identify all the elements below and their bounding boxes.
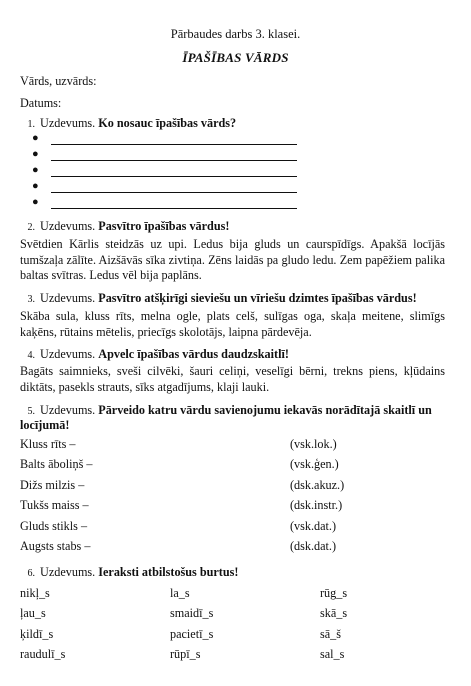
task-2-text: Svētdien Kārlis steidzās uz upi. Ledus bija gluds un caurspīdīgs. Apakšā locījās tumšzaļa zālīte. Aizšāvās sīka zivtiņa. Zēns laidās pa gludo ledu. Zem papēžiem palika baltas svītras. Ledus vēl bija paplāns. [20, 237, 445, 283]
answer-line[interactable] [51, 208, 297, 209]
task-number: 2. [27, 222, 35, 233]
task-prefix: Uzdevums. [40, 403, 96, 417]
task-instruction: Pasvītro īpašības vārdus! [98, 219, 230, 233]
phrase-item: Gluds stikls – [20, 518, 88, 533]
task-prefix: Uzdevums. [40, 291, 96, 305]
fill-in-word: nikļ_s [20, 586, 50, 600]
bullet-icon: ● [32, 164, 39, 176]
fill-in-word: smaidī_s [170, 606, 214, 621]
task-prefix: Uzdevums. [40, 565, 96, 579]
fill-in-word: ļau_s [20, 606, 46, 621]
task-number: 1. [27, 119, 35, 130]
task-6-heading [5, 565, 238, 580]
case-hint: (vsk.dat.) [290, 518, 337, 533]
answer-line[interactable] [51, 192, 297, 193]
task-5-heading [5, 403, 432, 418]
date-label: Datums: [20, 96, 62, 110]
case-hint: (dsk.dat.) [290, 539, 337, 553]
fill-in-word: sā_š [320, 626, 341, 641]
fill-in-word: la_s [170, 586, 190, 600]
answer-line[interactable] [51, 144, 297, 145]
task-number: 3. [27, 294, 35, 305]
task-prefix: Uzdevums. [40, 219, 96, 233]
subject-title: ĪPAŠĪBAS VĀRDS [182, 50, 289, 65]
task-5-instruction-continued: locījumā! [20, 418, 70, 432]
task-instruction: Ieraksti atbilstošus burtus! [98, 565, 239, 579]
answer-line-row [32, 195, 297, 209]
phrase-item: Balts āboliņš – [20, 457, 93, 472]
phrase-item: Dižs milzis – [20, 477, 85, 492]
task-4-heading [5, 347, 289, 362]
case-hint: (dsk.akuz.) [290, 477, 345, 492]
bullet-icon: ● [32, 148, 39, 160]
task-1-heading [5, 116, 236, 131]
answer-line-row [32, 163, 297, 177]
task-instruction: Ko nosauc īpašības vārds? [98, 116, 237, 130]
fill-in-word: ķildī_s [20, 626, 54, 641]
answer-line-row [32, 147, 297, 161]
task-prefix: Uzdevums. [40, 116, 96, 130]
bullet-icon: ● [32, 132, 39, 144]
task-number: 4. [27, 350, 35, 361]
task-4-text: Bagāts saimnieks, sveši cilvēki, šauri celiņi, veselīgi bērni, trekns piens, kļūdains diktāts, pasekls strauts, sīks atgadījums, klaji lauki. [20, 364, 445, 394]
task-instruction: Pārveido katru vārdu savienojumu iekavās norādītajā skaitlī un [98, 403, 432, 417]
task-prefix: Uzdevums. [40, 347, 96, 361]
task-instruction: Pasvītro atšķirīgi sieviešu un vīriešu dzimtes īpašības vārdus! [98, 291, 417, 305]
bullet-icon: ● [32, 180, 39, 192]
fill-in-word: raudulī_s [20, 646, 66, 661]
answer-line-row [32, 179, 297, 193]
worksheet-title: Pārbaudes darbs 3. klasei. [170, 27, 301, 41]
answer-line-row [32, 131, 297, 145]
fill-in-word: skā_s [320, 606, 348, 621]
task-number: 6. [27, 568, 35, 579]
task-3-text: Skāba sula, kluss rīts, melna ogle, plats celš, sulīgas oga, skaļa meitene, slimīgs kaķēns, rūtains mētelis, priecīgs skolotājs, laipna pārdevēja. [20, 309, 445, 339]
task-3-heading [5, 291, 417, 306]
task-number: 5. [27, 406, 35, 417]
case-hint: (vsk.ģen.) [290, 457, 339, 472]
name-label: Vārds, uzvārds: [20, 74, 97, 88]
answer-line[interactable] [51, 176, 297, 177]
answer-line[interactable] [51, 160, 297, 161]
fill-in-word: rūpī_s [170, 646, 201, 661]
phrase-item: Augsts stabs – [20, 539, 91, 553]
task-instruction: Apvelc īpašības vārdus daudzskaitlī! [98, 347, 289, 361]
case-hint: (dsk.instr.) [290, 498, 343, 513]
bullet-icon: ● [32, 196, 39, 208]
fill-in-word: rūg_s [320, 586, 348, 600]
fill-in-word: sal_s [320, 646, 345, 661]
phrase-item: Kluss rīts – [20, 437, 76, 451]
task-2-heading [5, 219, 229, 234]
phrase-item: Tukšs maiss – [20, 498, 89, 513]
case-hint: (vsk.lok.) [290, 437, 337, 451]
fill-in-word: pacietī_s [170, 626, 214, 641]
